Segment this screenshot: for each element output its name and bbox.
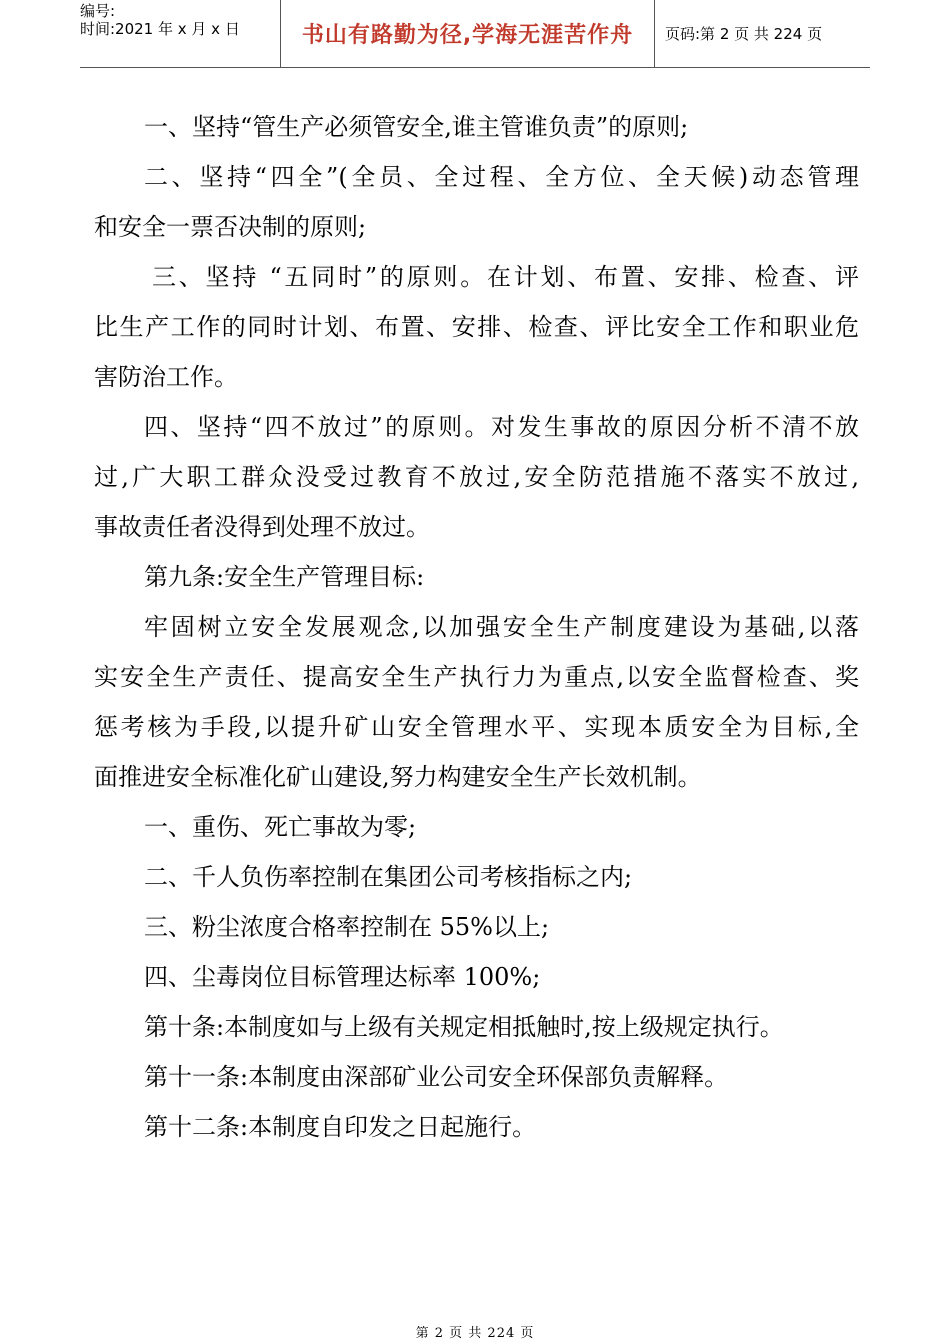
header-info (80, 0, 281, 67)
text-line: 第九条:安全生产管理目标: (144, 563, 425, 591)
text-line: 四、坚持“四不放过”的原则。对发生事故的原因分析不清不放 (144, 413, 859, 441)
text-line: 比生产工作的同时计划、布置、安排、检查、评比安全工作和职业危 (94, 313, 859, 341)
text-line: 三、粉尘浓度合格率控制在 55%以上; (144, 913, 550, 941)
time-label: 时间:2021 年 x 月 x 日 (80, 20, 240, 38)
text-line: 一、重伤、死亡事故为零; (144, 813, 417, 841)
text-line: 四、尘毒岗位目标管理达标率 100%; (144, 963, 541, 991)
text-line: 牢固树立安全发展观念,以加强安全生产制度建设为基础,以落 (144, 613, 859, 641)
header-motto-cell (281, 0, 655, 67)
text-line: 第十二条:本制度自印发之日起施行。 (144, 1113, 537, 1141)
text-line: 害防治工作。 (94, 363, 238, 391)
motto: 书山有路勤为径,学海无涯苦作舟 (301, 23, 634, 48)
text-line: 和安全一票否决制的原则; (94, 213, 367, 241)
text-line: 第十一条:本制度由深部矿业公司安全环保部负责解释。 (144, 1063, 729, 1091)
page-header (80, 0, 870, 68)
article-11 (94, 1052, 859, 1102)
target-3 (94, 902, 859, 952)
text-line: 二、千人负伤率控制在集团公司考核指标之内; (144, 863, 633, 891)
page-footer (0, 1322, 950, 1341)
article-9-body (94, 602, 859, 802)
principle-3 (94, 252, 859, 402)
text-line: 惩考核为手段,以提升矿山安全管理水平、实现本质安全为目标,全 (94, 713, 859, 741)
target-1 (94, 802, 859, 852)
text-line: 一、坚持“管生产必须管安全,谁主管谁负责”的原则; (144, 113, 689, 141)
text-line: 实安全生产责任、提高安全生产执行力为重点,以安全监督检查、奖 (94, 663, 859, 691)
principle-2 (94, 152, 859, 252)
text-line: 面推进安全标准化矿山建设,努力构建安全生产长效机制。 (94, 763, 702, 791)
target-4 (94, 952, 859, 1002)
article-12 (94, 1102, 859, 1152)
header-page-cell (655, 0, 870, 67)
article-10 (94, 1002, 859, 1052)
code-label: 编号: (80, 2, 116, 20)
principle-1 (94, 102, 859, 152)
page-info: 页码:第 2 页 共 224 页 (665, 25, 823, 43)
principle-4 (94, 402, 859, 552)
text-line: 二、坚持“四全”(全员、全过程、全方位、全天候)动态管理 (144, 163, 859, 191)
document-body (94, 102, 859, 1152)
footer-page-number: 第 2 页 共 224 页 (415, 1326, 535, 1341)
text-line: 第十条:本制度如与上级有关规定相抵触时,按上级规定执行。 (144, 1013, 784, 1041)
text-line: 事故责任者没得到处理不放过。 (94, 513, 430, 541)
text-line: 三、坚持 “五同时”的原则。在计划、布置、安排、检查、评 (152, 263, 859, 291)
article-9-heading (94, 552, 859, 602)
target-2 (94, 852, 859, 902)
text-line: 过,广大职工群众没受过教育不放过,安全防范措施不落实不放过, (94, 463, 859, 491)
